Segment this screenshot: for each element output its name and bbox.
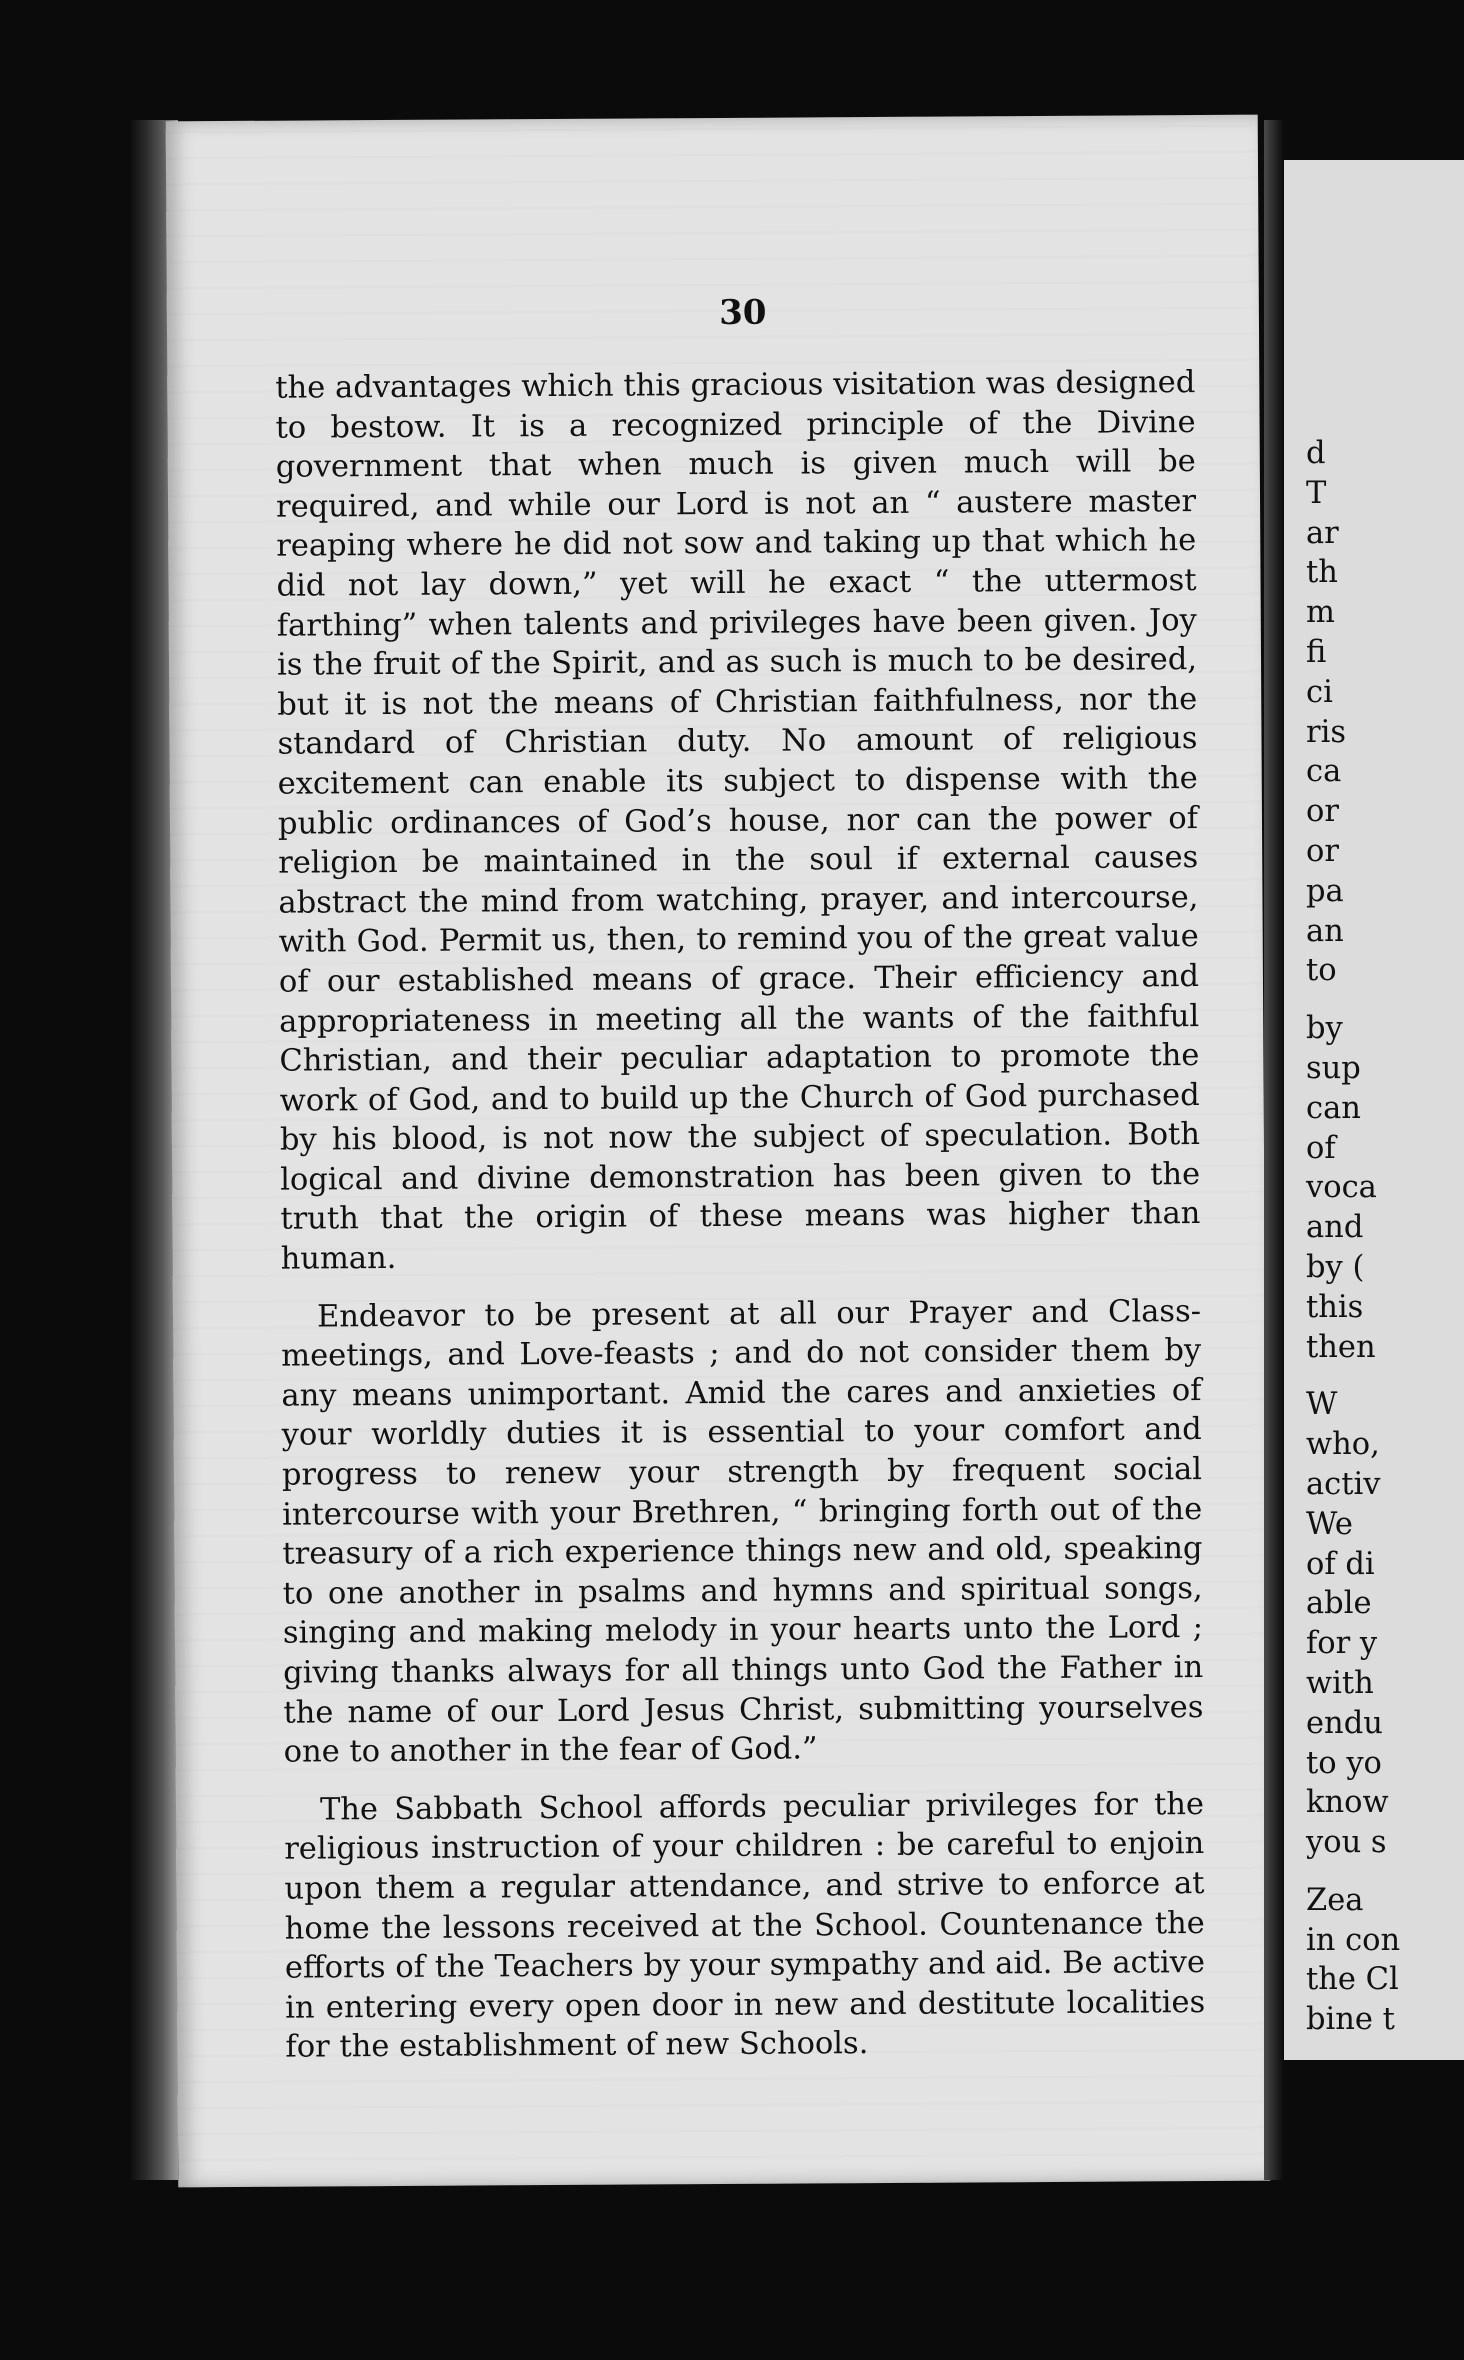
adjacent-page-line: then bbox=[1306, 1329, 1376, 1365]
adjacent-page-line: with bbox=[1306, 1665, 1374, 1701]
body-text bbox=[275, 363, 1205, 2068]
adjacent-page-line: d bbox=[1306, 436, 1326, 471]
adjacent-page-line: who, bbox=[1306, 1427, 1380, 1463]
adjacent-page-line: ris bbox=[1306, 714, 1346, 750]
adjacent-page-line: to yo bbox=[1306, 1745, 1382, 1781]
adjacent-page-line: an bbox=[1306, 913, 1344, 949]
adjacent-page-line: can bbox=[1306, 1090, 1361, 1126]
adjacent-page-line: W bbox=[1306, 1387, 1338, 1423]
adjacent-page-line: you s bbox=[1306, 1825, 1387, 1861]
adjacent-page-line: ci bbox=[1306, 674, 1333, 710]
adjacent-page-line: of di bbox=[1306, 1546, 1375, 1582]
adjacent-page-line: for y bbox=[1306, 1626, 1378, 1662]
adjacent-page-line: pa bbox=[1306, 873, 1344, 909]
adjacent-page-line: and bbox=[1306, 1210, 1364, 1246]
adjacent-page-line: endu bbox=[1306, 1705, 1383, 1741]
adjacent-page-line: T bbox=[1306, 475, 1327, 511]
adjacent-page-line: of bbox=[1306, 1130, 1336, 1166]
adjacent-page-line: m bbox=[1306, 595, 1335, 631]
adjacent-page-line: sup bbox=[1306, 1050, 1361, 1086]
adjacent-page-line: We bbox=[1306, 1506, 1353, 1542]
adjacent-page-line: to bbox=[1306, 953, 1337, 989]
adjacent-page-line: know bbox=[1306, 1785, 1389, 1821]
adjacent-page-line: or bbox=[1306, 794, 1339, 830]
adjacent-page-line: Zea bbox=[1306, 1882, 1364, 1918]
adjacent-page-line: or bbox=[1306, 833, 1339, 869]
adjacent-page-line: bine t bbox=[1306, 2002, 1395, 2038]
paragraph-2: Endeavor to be present at all our Prayer and Class-meetings, and Love-feasts ; and do not consider them by any means unimportant. Amid the cares and anxieties of your worldly duties it is essential to your comfort and progress to renew your strength by frequent social intercourse with your Brethren, “ bringing forth out of the treasury of a rich experience things new and old, speaking to one another in psalms and hymns and spiritual songs, singing and making melody in your hearts unto the Lord ; giving thanks always for all things unto God the Father in the name of our Lord Jesus Christ, submitting yourselves one to another in the fear of God.” bbox=[281, 1293, 1204, 1770]
adjacent-page-line: th bbox=[1306, 555, 1338, 591]
book-page bbox=[166, 115, 1271, 2188]
adjacent-page-edge bbox=[1284, 160, 1464, 2060]
adjacent-page-fragments bbox=[1306, 434, 1400, 2040]
adjacent-page-line: the Cl bbox=[1306, 1962, 1399, 1998]
adjacent-page-line: fi bbox=[1306, 634, 1327, 670]
adjacent-page-line: activ bbox=[1306, 1466, 1381, 1502]
paragraph-3: The Sabbath School affords peculiar privileges for the religious instruction of your children : be careful to enjoin upon them a regular attendance, and strive to enforce at home the lessons received at the School. Countenance the efforts of the Teachers by your sympathy and aid. Be active in entering every open door in new and destitute localities for the establishment of new Schools. bbox=[284, 1786, 1206, 2066]
adjacent-page-line: able bbox=[1306, 1586, 1372, 1622]
adjacent-page-line: ar bbox=[1306, 515, 1339, 551]
page-number: 30 bbox=[719, 292, 767, 333]
paragraph-1: the advantages which this gracious visitation was designed to bestow. It is a recognized principle of the Divine government that when much is given much will be required, and while our Lord is not an “ austere master reaping where he did not sow and taking up that which he did not lay down,” yet will he exact “ the uttermost farthing” when talents and privileges have been given. Joy is the fruit of the Spirit, and as such is much to be desired, but it is not the means of Christian faithfulness, nor the standard of Christian duty. No amount of religious excitement can enable its subject to dispense with the public ordinances of God’s house, nor can the power of religion be maintained in the soul if external causes abstract the mind from watching, prayer, and intercourse, with God. Permit us, then, to remind you of the great value of our established means of grace. Their efficiency and appropriateness in meeting all the wants of the faithful Christian, and their peculiar adaptation to promote the work of God, and to build up the Church of God purchased by his blood, is not now the subject of speculation. Both logical and divine demonstration has been given to the truth that the origin of these means was higher than human. bbox=[275, 365, 1201, 1277]
adjacent-page-line: by ( bbox=[1306, 1249, 1365, 1285]
adjacent-page-line: this bbox=[1306, 1289, 1364, 1325]
adjacent-page-line: ca bbox=[1306, 754, 1342, 790]
adjacent-page-line: in con bbox=[1306, 1922, 1401, 1958]
adjacent-page-line: by bbox=[1306, 1011, 1343, 1047]
page-gutter bbox=[1264, 120, 1284, 2180]
adjacent-page-line: voca bbox=[1306, 1170, 1377, 1206]
